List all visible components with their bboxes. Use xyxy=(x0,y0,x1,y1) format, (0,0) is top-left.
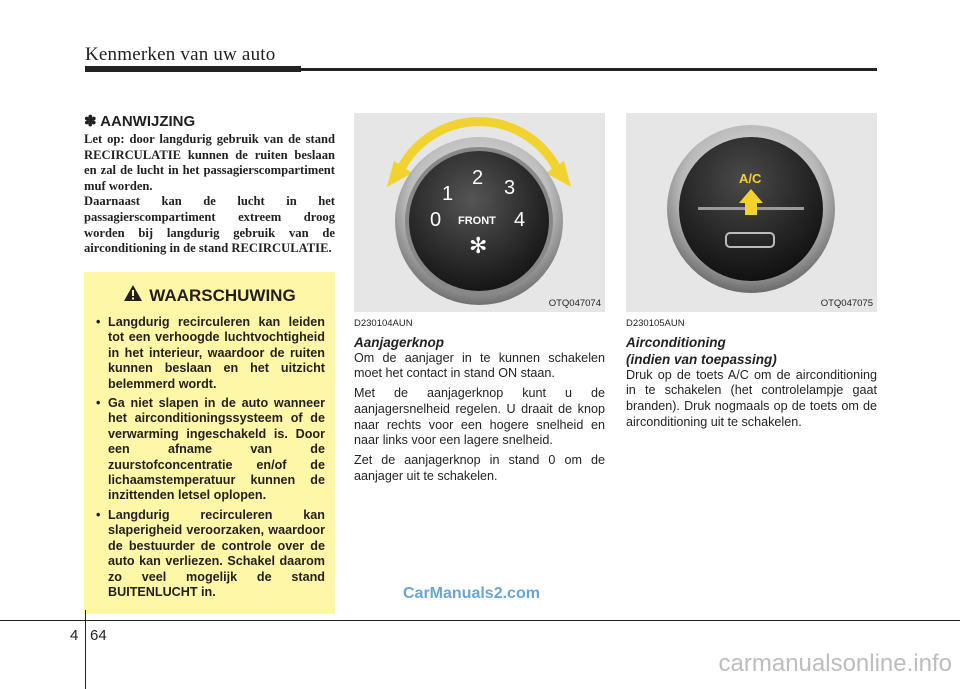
paragraph: Druk op de toets A/C om de airconditioning in te schakelen (het controlelampje gaat branden). Druk nogmaals op de toets om de airconditioning uit te schakelen. xyxy=(626,367,877,429)
paragraph: Om de aanjager in te kunnen schakelen moet het contact in stand ON staan. xyxy=(354,350,605,381)
paragraph: Zet de aanjagerknop in stand 0 om de aanjager uit te schakelen. xyxy=(354,452,605,483)
warning-box xyxy=(84,272,335,614)
warning-item xyxy=(96,508,325,600)
warning-triangle-icon xyxy=(123,284,143,307)
watermark-link[interactable]: CarManuals2.com xyxy=(403,585,540,602)
footer-watermark: carmanualsonline.info xyxy=(718,650,952,677)
knob-number-3: 3 xyxy=(504,177,516,199)
photo-label: OTQ047074 xyxy=(548,298,601,309)
note-section xyxy=(84,112,335,257)
ac-button-illustration xyxy=(626,113,877,312)
warning-item-text: Langdurig recirculeren kan slaperigheid veroorzaken, waardoor de bestuurder de controle over de auto kan verliezen. Schakel daarom zo veel mogelijk de stand BUITENLUCHT in. xyxy=(108,507,325,599)
ac-button-photo xyxy=(626,113,877,312)
section-subheading: (indien van toepassing) xyxy=(626,351,777,367)
section-number: 4 xyxy=(70,627,79,644)
note-title: ✽ AANWIJZING xyxy=(84,113,196,130)
warning-item-text: Ga niet slapen in de auto wanneer het airconditioningssysteem of de verwarming ingeschakeld is. Door een afname van de zuurstofconcentratie en/of de lichaamstemperatuur kunnen de inzittenden letsel oplopen. xyxy=(108,396,325,503)
ac-button-label: A/C xyxy=(739,171,762,186)
warning-item-text: Langdurig recirculeren kan leiden tot een verhoogde luchtvochtigheid in het interieur, waardoor de ruiten kunnen beslaan en het uitzicht belemmerd wordt. xyxy=(108,315,325,391)
footer-divider xyxy=(85,610,86,689)
knob-number-4: 4 xyxy=(514,209,526,231)
photo-label: OTQ047075 xyxy=(820,298,873,309)
warning-list xyxy=(84,315,335,600)
warning-item xyxy=(96,315,325,392)
section-heading: Airconditioning xyxy=(626,334,726,350)
header-rule-accent xyxy=(85,66,301,72)
warning-title: WAARSCHUWING xyxy=(149,285,296,305)
note-body xyxy=(84,132,335,257)
fan-icon: ✻ xyxy=(469,233,488,258)
warning-header xyxy=(84,284,335,307)
note-paragraph-1: Let op: door langdurig gebruik van de stand RECIRCULATIE kunnen de ruiten beslaan en zal de lucht in het passagierscompartiment muf worden. xyxy=(84,132,335,193)
knob-number-2: 2 xyxy=(472,167,484,189)
knob-number-0: 0 xyxy=(430,209,442,231)
section-heading: Aanjagerknop xyxy=(354,334,445,350)
footer-rule xyxy=(0,620,960,621)
section-code: D230105AUN xyxy=(626,318,685,329)
bullet-icon: • xyxy=(96,396,101,411)
bullet-icon: • xyxy=(96,315,101,329)
knob-number-1: 1 xyxy=(442,183,454,205)
bullet-icon: • xyxy=(96,507,101,522)
ac-section xyxy=(626,316,877,435)
fan-section xyxy=(354,316,605,488)
knob-front-label: FRONT xyxy=(458,215,496,227)
note-paragraph-2: Daarnaast kan de lucht in het passagierscompartiment extreem droog worden bij langdurig gebruik van de airconditioning in de stand RECIRCULATIE. xyxy=(84,194,335,256)
paragraph: Met de aanjagerknop kunt u de aanjagersnelheid regelen. U draait de knop naar rechts voor een hogere snelheid en naar links voor een lagere snelheid. xyxy=(354,386,605,448)
fan-knob-illustration xyxy=(354,113,605,312)
warning-item xyxy=(96,396,325,504)
page-number: 64 xyxy=(90,627,107,644)
page-header-title: Kenmerken van uw auto xyxy=(85,44,276,65)
section-code: D230104AUN xyxy=(354,318,413,329)
fan-knob-photo xyxy=(354,113,605,312)
